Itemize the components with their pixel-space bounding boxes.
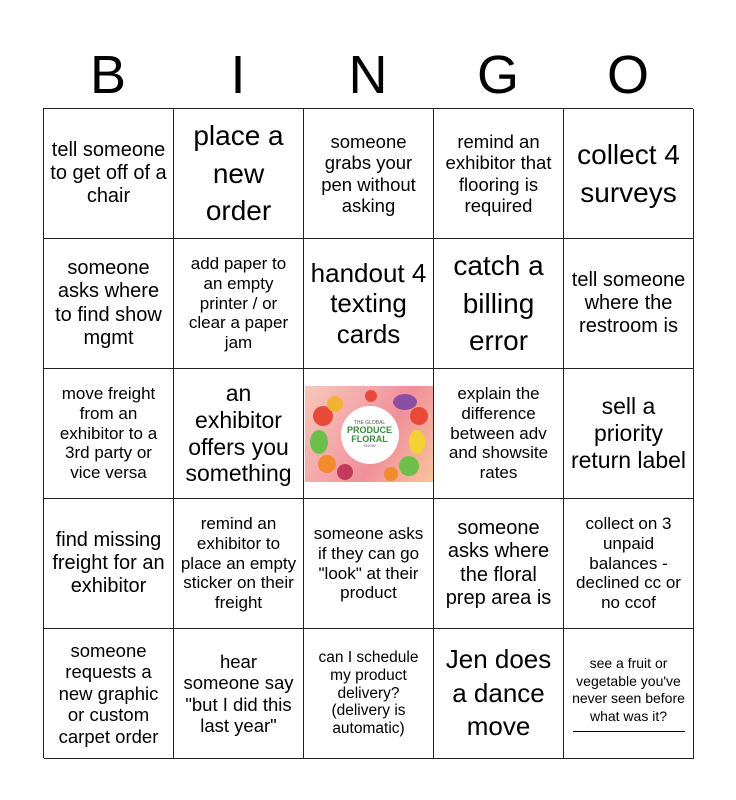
bingo-cell[interactable] bbox=[304, 629, 434, 759]
bingo-cell[interactable] bbox=[434, 499, 564, 629]
bingo-cell[interactable] bbox=[434, 109, 564, 239]
cell-text: catch a billing error bbox=[453, 249, 544, 357]
free-space[interactable] bbox=[304, 369, 434, 499]
cell-text: move freight from an exhibitor to a 3rd party or vice versa bbox=[59, 384, 158, 483]
cell-text: add paper to an empty printer / or clear a paper jam bbox=[188, 254, 289, 353]
cell-text: tell someone to get off of a chair bbox=[50, 138, 167, 208]
bingo-cell[interactable] bbox=[304, 499, 434, 629]
bingo-cell[interactable] bbox=[174, 629, 304, 759]
bingo-cell[interactable] bbox=[174, 369, 304, 499]
bingo-cell[interactable] bbox=[44, 629, 174, 759]
bingo-cell[interactable] bbox=[434, 369, 564, 499]
bingo-cell[interactable] bbox=[564, 239, 694, 369]
cell-text: find missing freight for an exhibitor bbox=[52, 528, 165, 598]
bingo-header bbox=[43, 42, 693, 108]
header-letter-b: B bbox=[89, 45, 127, 105]
bingo-cell[interactable] bbox=[564, 499, 694, 629]
cell-text: tell someone where the restroom is bbox=[571, 268, 686, 338]
bingo-cell[interactable] bbox=[174, 239, 304, 369]
logo-line-2: PRODUCE bbox=[346, 425, 392, 435]
header-letter-g: G bbox=[476, 45, 519, 105]
answer-blank-line[interactable] bbox=[573, 725, 685, 732]
header-letter-i: I bbox=[230, 45, 246, 105]
bingo-cell[interactable] bbox=[44, 239, 174, 369]
bingo-cell[interactable] bbox=[564, 109, 694, 239]
cell-text: see a fruit or vegetable you've never seen before what was it? bbox=[572, 655, 685, 724]
cell-text: someone asks if they can go "look" at their product bbox=[313, 524, 424, 603]
bingo-board bbox=[43, 108, 693, 758]
cell-text: someone grabs your pen without asking bbox=[321, 130, 416, 216]
cell-text: someone asks where the floral prep area is bbox=[445, 517, 552, 609]
logo-badge bbox=[341, 406, 399, 464]
bingo-cell[interactable] bbox=[434, 629, 564, 759]
cell-text: someone asks where to find show mgmt bbox=[55, 257, 162, 349]
cell-text: remind an exhibitor that flooring is required bbox=[445, 130, 552, 216]
cell-text: remind an exhibitor to place an empty sticker on their freight bbox=[180, 514, 297, 613]
header-letter-o: O bbox=[606, 45, 649, 105]
cell-text: sell a priority return label bbox=[570, 393, 687, 473]
bingo-cell[interactable] bbox=[44, 369, 174, 499]
bingo-cell[interactable] bbox=[304, 239, 434, 369]
bingo-cell[interactable] bbox=[174, 109, 304, 239]
show-logo bbox=[305, 386, 433, 482]
cell-text: collect on 3 unpaid balances - declined cc or no ccof bbox=[576, 514, 681, 613]
logo-line-3: FLORAL bbox=[351, 434, 388, 444]
cell-text: explain the difference between adv and showsite rates bbox=[448, 384, 549, 483]
cell-text: can I schedule my product delivery? (delivery is automatic) bbox=[318, 648, 419, 738]
cell-text: handout 4 texting cards bbox=[310, 258, 427, 349]
bingo-cell[interactable] bbox=[564, 629, 694, 759]
cell-text: collect 4 surveys bbox=[577, 138, 680, 208]
bingo-cell[interactable] bbox=[434, 239, 564, 369]
logo-line-4: SHOW bbox=[363, 443, 376, 448]
cell-text: hear someone say "but I did this last year" bbox=[183, 650, 294, 736]
bingo-cell[interactable] bbox=[44, 499, 174, 629]
bingo-cell[interactable] bbox=[304, 109, 434, 239]
bingo-cell[interactable] bbox=[44, 109, 174, 239]
logo-line-1: THE GLOBAL bbox=[353, 420, 386, 426]
bingo-cell[interactable] bbox=[564, 369, 694, 499]
cell-text: place a new order bbox=[193, 119, 284, 227]
cell-text: an exhibitor offers you something bbox=[185, 380, 292, 487]
bingo-cell[interactable] bbox=[174, 499, 304, 629]
cell-text: Jen does a dance move bbox=[445, 643, 552, 742]
header-letter-n: N bbox=[348, 45, 388, 105]
cell-text: someone requests a new graphic or custom carpet order bbox=[58, 639, 159, 747]
